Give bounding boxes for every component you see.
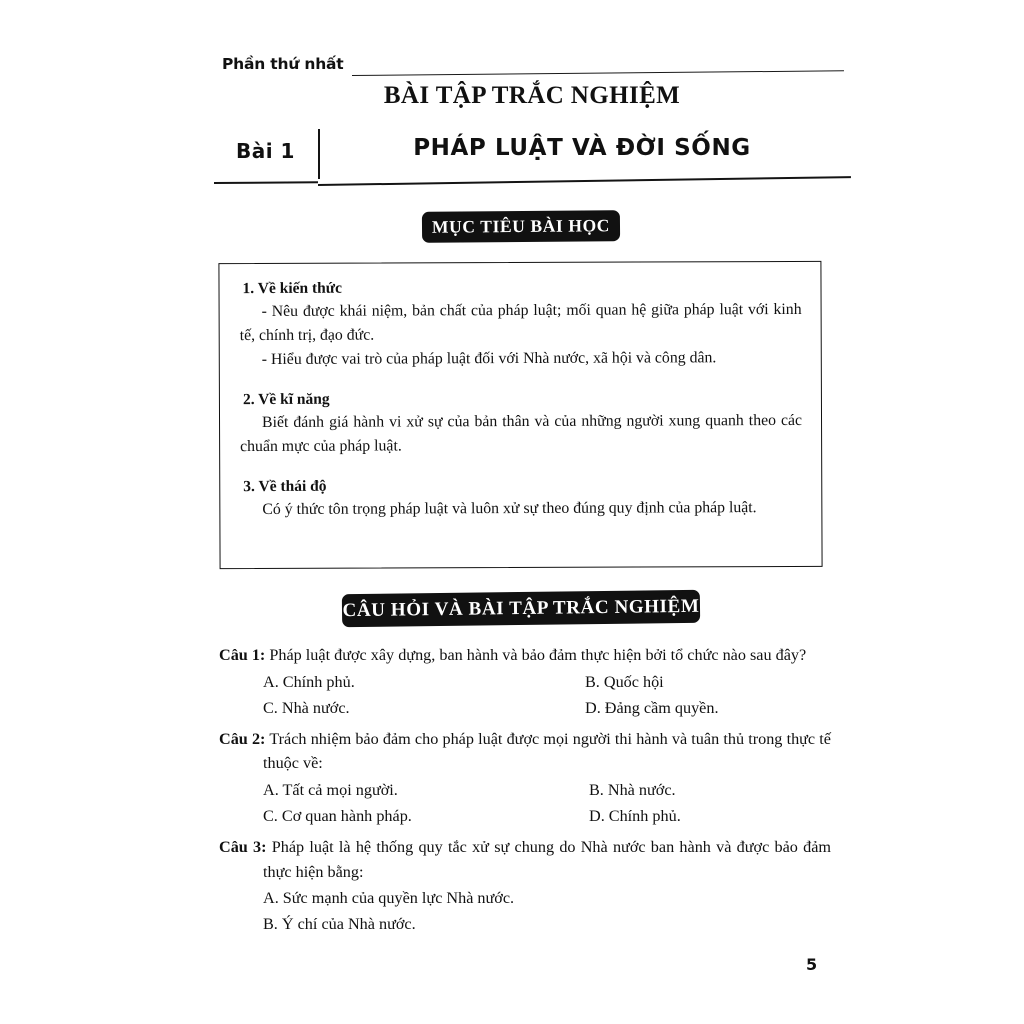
questions-list	[219, 643, 831, 943]
option-d[interactable]: D. Chính phủ.	[589, 806, 681, 825]
question-item	[219, 643, 831, 721]
objectives-box	[218, 261, 822, 569]
objective-text-1-1: - Nêu được khái niệm, bản chất của pháp luật; mối quan hệ giữa pháp luật với kinh tế, chính trị, đạo đức.	[239, 300, 802, 345]
question-item	[219, 727, 831, 829]
lesson-number-label: Bài 1	[236, 139, 295, 163]
option-c[interactable]: C. Nhà nước.	[263, 698, 350, 717]
question-text: Trách nhiệm bảo đảm cho pháp luật được mọi người thi hành và tuân thủ trong thực tế thuộc về:	[263, 729, 831, 773]
lesson-divider	[318, 129, 320, 179]
exercises-banner: CÂU HỎI VÀ BÀI TẬP TRẮC NGHIỆM	[342, 590, 700, 627]
option-row	[263, 777, 831, 803]
lesson-rule-right	[318, 176, 851, 186]
book-title: BÀI TẬP TRẮC NGHIỆM	[383, 82, 681, 109]
header-part-row	[222, 55, 842, 81]
option-b[interactable]: B. Quốc hội	[585, 672, 664, 691]
option-row	[263, 911, 831, 937]
question-text: Pháp luật là hệ thống quy tắc xử sự chung do Nhà nước ban hành và được bảo đảm thực hiện bằng:	[263, 837, 831, 881]
question-stem	[219, 835, 831, 884]
question-label: Câu 3:	[219, 837, 267, 856]
question-options	[219, 669, 831, 721]
option-row	[263, 803, 831, 829]
question-stem	[219, 643, 831, 668]
objective-text-1-2: - Hiểu được vai trò của pháp luật đối với Nhà nước, xã hội và công dân.	[261, 349, 717, 368]
question-options	[219, 885, 831, 937]
question-stem	[219, 727, 831, 776]
objective-heading-3: 3. Về thái độ	[243, 477, 327, 496]
option-d[interactable]: D. Đảng cầm quyền.	[585, 698, 719, 717]
objectives-banner: MỤC TIÊU BÀI HỌC	[422, 210, 620, 243]
option-row	[263, 695, 831, 721]
lesson-rule-left	[214, 181, 318, 184]
part-rule	[352, 70, 844, 76]
option-b[interactable]: B. Ý chí của Nhà nước.	[263, 915, 416, 934]
option-c[interactable]: C. Cơ quan hành pháp.	[263, 806, 412, 825]
page-number: 5	[806, 955, 818, 974]
lesson-header-row	[222, 135, 847, 183]
question-label: Câu 1:	[219, 646, 266, 664]
question-item	[219, 835, 831, 937]
question-label: Câu 2:	[219, 729, 266, 748]
objective-heading-2: 2. Về kĩ năng	[242, 390, 330, 409]
option-row	[263, 669, 831, 695]
option-b[interactable]: B. Nhà nước.	[589, 780, 676, 799]
objective-text-3-1: Có ý thức tôn trọng pháp luật và luôn xử sự theo đúng quy định của pháp luật.	[262, 499, 757, 518]
option-a[interactable]: A. Chính phủ.	[263, 672, 355, 691]
option-row	[263, 885, 831, 911]
part-label: Phần thứ nhất	[222, 55, 344, 73]
objective-text-2-1: Biết đánh giá hành vi xử sự của bản thân và của những người xung quanh theo các chuẩn mực của pháp luật.	[240, 411, 803, 456]
objective-heading-1: 1. Về kiến thức	[242, 279, 342, 298]
lesson-title: PHÁP LUẬT VÀ ĐỜI SỐNG	[413, 135, 751, 161]
question-options	[219, 777, 831, 829]
option-a[interactable]: A. Sức mạnh của quyền lực Nhà nước.	[263, 889, 515, 908]
question-text: Pháp luật được xây dựng, ban hành và bảo đảm thực hiện bởi tổ chức nào sau đây?	[269, 646, 807, 664]
option-a[interactable]: A. Tất cả mọi người.	[263, 780, 398, 799]
